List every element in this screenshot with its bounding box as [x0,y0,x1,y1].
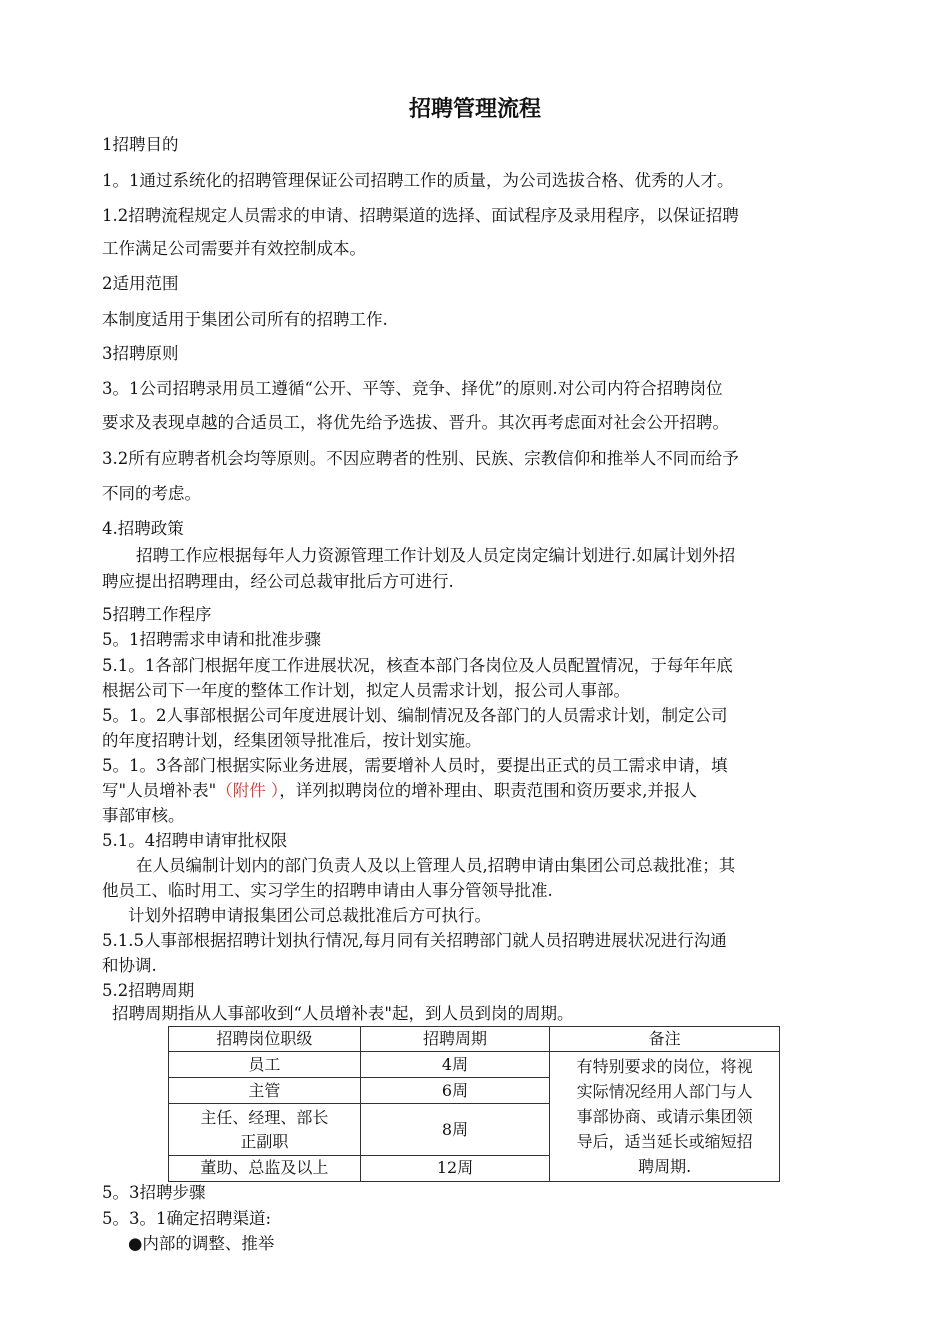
note-line: 导后，适当延长或缩短招 [576,1132,753,1151]
section-heading-policy: 4.招聘政策 [102,519,184,538]
paragraph-5-1-1-line2: 根据公司下一年度的整体工作计划，拟定人员需求计划，报公司人事部。 [102,681,630,700]
note-line: 事部协商、或请示集团领 [576,1107,753,1126]
subheading-5-1: 5。1招聘需求申请和批准步骤 [102,630,321,649]
table-row [169,1052,780,1078]
subheading-5-3: 5。3招聘步骤 [102,1183,206,1202]
note-line: 有特别要求的岗位，将视 [576,1057,753,1076]
recruitment-cycle-table [168,1026,780,1182]
paragraph-5-1-3-line3: 事部审核。 [102,806,185,825]
table-cell-period: 4周 [360,1052,550,1078]
paragraph-5-1-4-line2: 他员工、临时用工、实习学生的招聘申请由人事分管领导批准. [102,881,553,900]
paragraph-5-1-5-line1: 5.1.5人事部根据招聘计划执行情况,每月同有关招聘部门就人员招聘进展状况进行沟通 [102,931,727,950]
paragraph-scope: 本制度适用于集团公司所有的招聘工作. [102,310,388,329]
text-segment: 写"人员增补表" [102,781,217,800]
paragraph-policy-line1: 招聘工作应根据每年人力资源管理工作计划及人员定岗定编计划进行.如属计划外招 [136,546,736,565]
page-title: 招聘管理流程 [408,97,541,122]
paragraph-5-1-2-line2: 的年度招聘计划，经集团领导批准后，按计划实施。 [102,731,482,750]
table-cell-level: 董助、总监及以上 [169,1155,361,1181]
subheading-5-3-1: 5。3。1确定招聘渠道: [102,1209,272,1228]
paragraph-3-2-line1: 3.2所有应聘者机会均等原则。不因应聘者的性别、民族、宗教信仰和推举人不同而给予 [102,449,739,468]
table-header-cell: 备注 [550,1027,780,1052]
table-cell-period: 8周 [360,1104,550,1155]
paragraph-1-2-line1: 1.2招聘流程规定人员需求的申请、招聘渠道的选择、面试程序及录用程序，以保证招聘 [102,206,739,225]
table-cell-level: 主管 [169,1078,361,1104]
table-cell-note [550,1052,780,1182]
paragraph-5-1-1-line1: 5.1。1各部门根据年度工作进展状况，核查本部门各岗位及人员配置情况，于每年年底 [102,656,733,675]
table-cell-level-line: 正副职 [240,1131,289,1151]
table-cell-period: 6周 [360,1078,550,1104]
paragraph-5-1-3-line1: 5。1。3各部门根据实际业务进展，需要增补人员时，要提出正式的员工需求申请，填 [102,756,728,775]
paragraph-5-1-3-line2 [102,780,854,802]
paragraph-5-1-4-line1: 在人员编制计划内的部门负责人及以上管理人员,招聘申请由集团公司总裁批准；其 [136,856,736,875]
paragraph-3-2-line2: 不同的考虑。 [102,484,201,503]
section-heading-procedure: 5招聘工作程序 [102,605,212,624]
table-cell-level-line: 主任、经理、部长 [200,1107,329,1127]
paragraph-5-2: 招聘周期指从人事部收到“人员增补表"起，到人员到岗的周期。 [112,1004,574,1023]
paragraph-policy-line2: 聘应提出招聘理由，经公司总裁审批后方可进行. [102,572,454,591]
table-header-cell: 招聘周期 [360,1027,550,1052]
section-heading-purpose: 1招聘目的 [102,135,179,154]
table-header-row [169,1027,780,1052]
paragraph-5-1-5-line2: 和协调. [102,956,157,975]
subheading-5-1-4: 5.1。4招聘申请审批权限 [102,831,288,850]
note-line: 聘周期. [638,1157,692,1176]
text-segment: ，详列拟聘岗位的增补理由、职责范围和资历要求,并报人 [279,781,697,800]
subheading-5-2: 5.2招聘周期 [102,981,195,1000]
attachment-reference: （附件 ） [216,781,280,800]
paragraph-1-1: 1。1通过系统化的招聘管理保证公司招聘工作的质量，为公司选拔合格、优秀的人才。 [102,171,734,190]
paragraph-1-2-line2: 工作满足公司需要并有效控制成本。 [102,239,366,258]
paragraph-5-1-4-line3: 计划外招聘申请报集团公司总裁批准后方可执行。 [128,906,491,925]
table-cell-level [169,1104,361,1155]
table-cell-period: 12周 [360,1155,550,1181]
table-header-cell: 招聘岗位职级 [169,1027,361,1052]
paragraph-3-1-line2: 要求及表现卓越的合适员工，将优先给予选拔、晋升。其次再考虑面对社会公开招聘。 [102,413,729,432]
section-heading-principle: 3招聘原则 [102,344,179,363]
bullet-item-internal: ●内部的调整、推举 [128,1234,275,1253]
paragraph-5-1-2-line1: 5。1。2人事部根据公司年度进展计划、编制情况及各部门的人员需求计划，制定公司 [102,706,728,725]
note-line: 实际情况经用人部门与人 [576,1082,753,1101]
section-heading-scope: 2适用范围 [102,274,179,293]
paragraph-3-1-line1: 3。1公司招聘录用员工遵循“公开、平等、竞争、择优”的原则.对公司内符合招聘岗位 [102,379,723,398]
table-cell-level: 员工 [169,1052,361,1078]
